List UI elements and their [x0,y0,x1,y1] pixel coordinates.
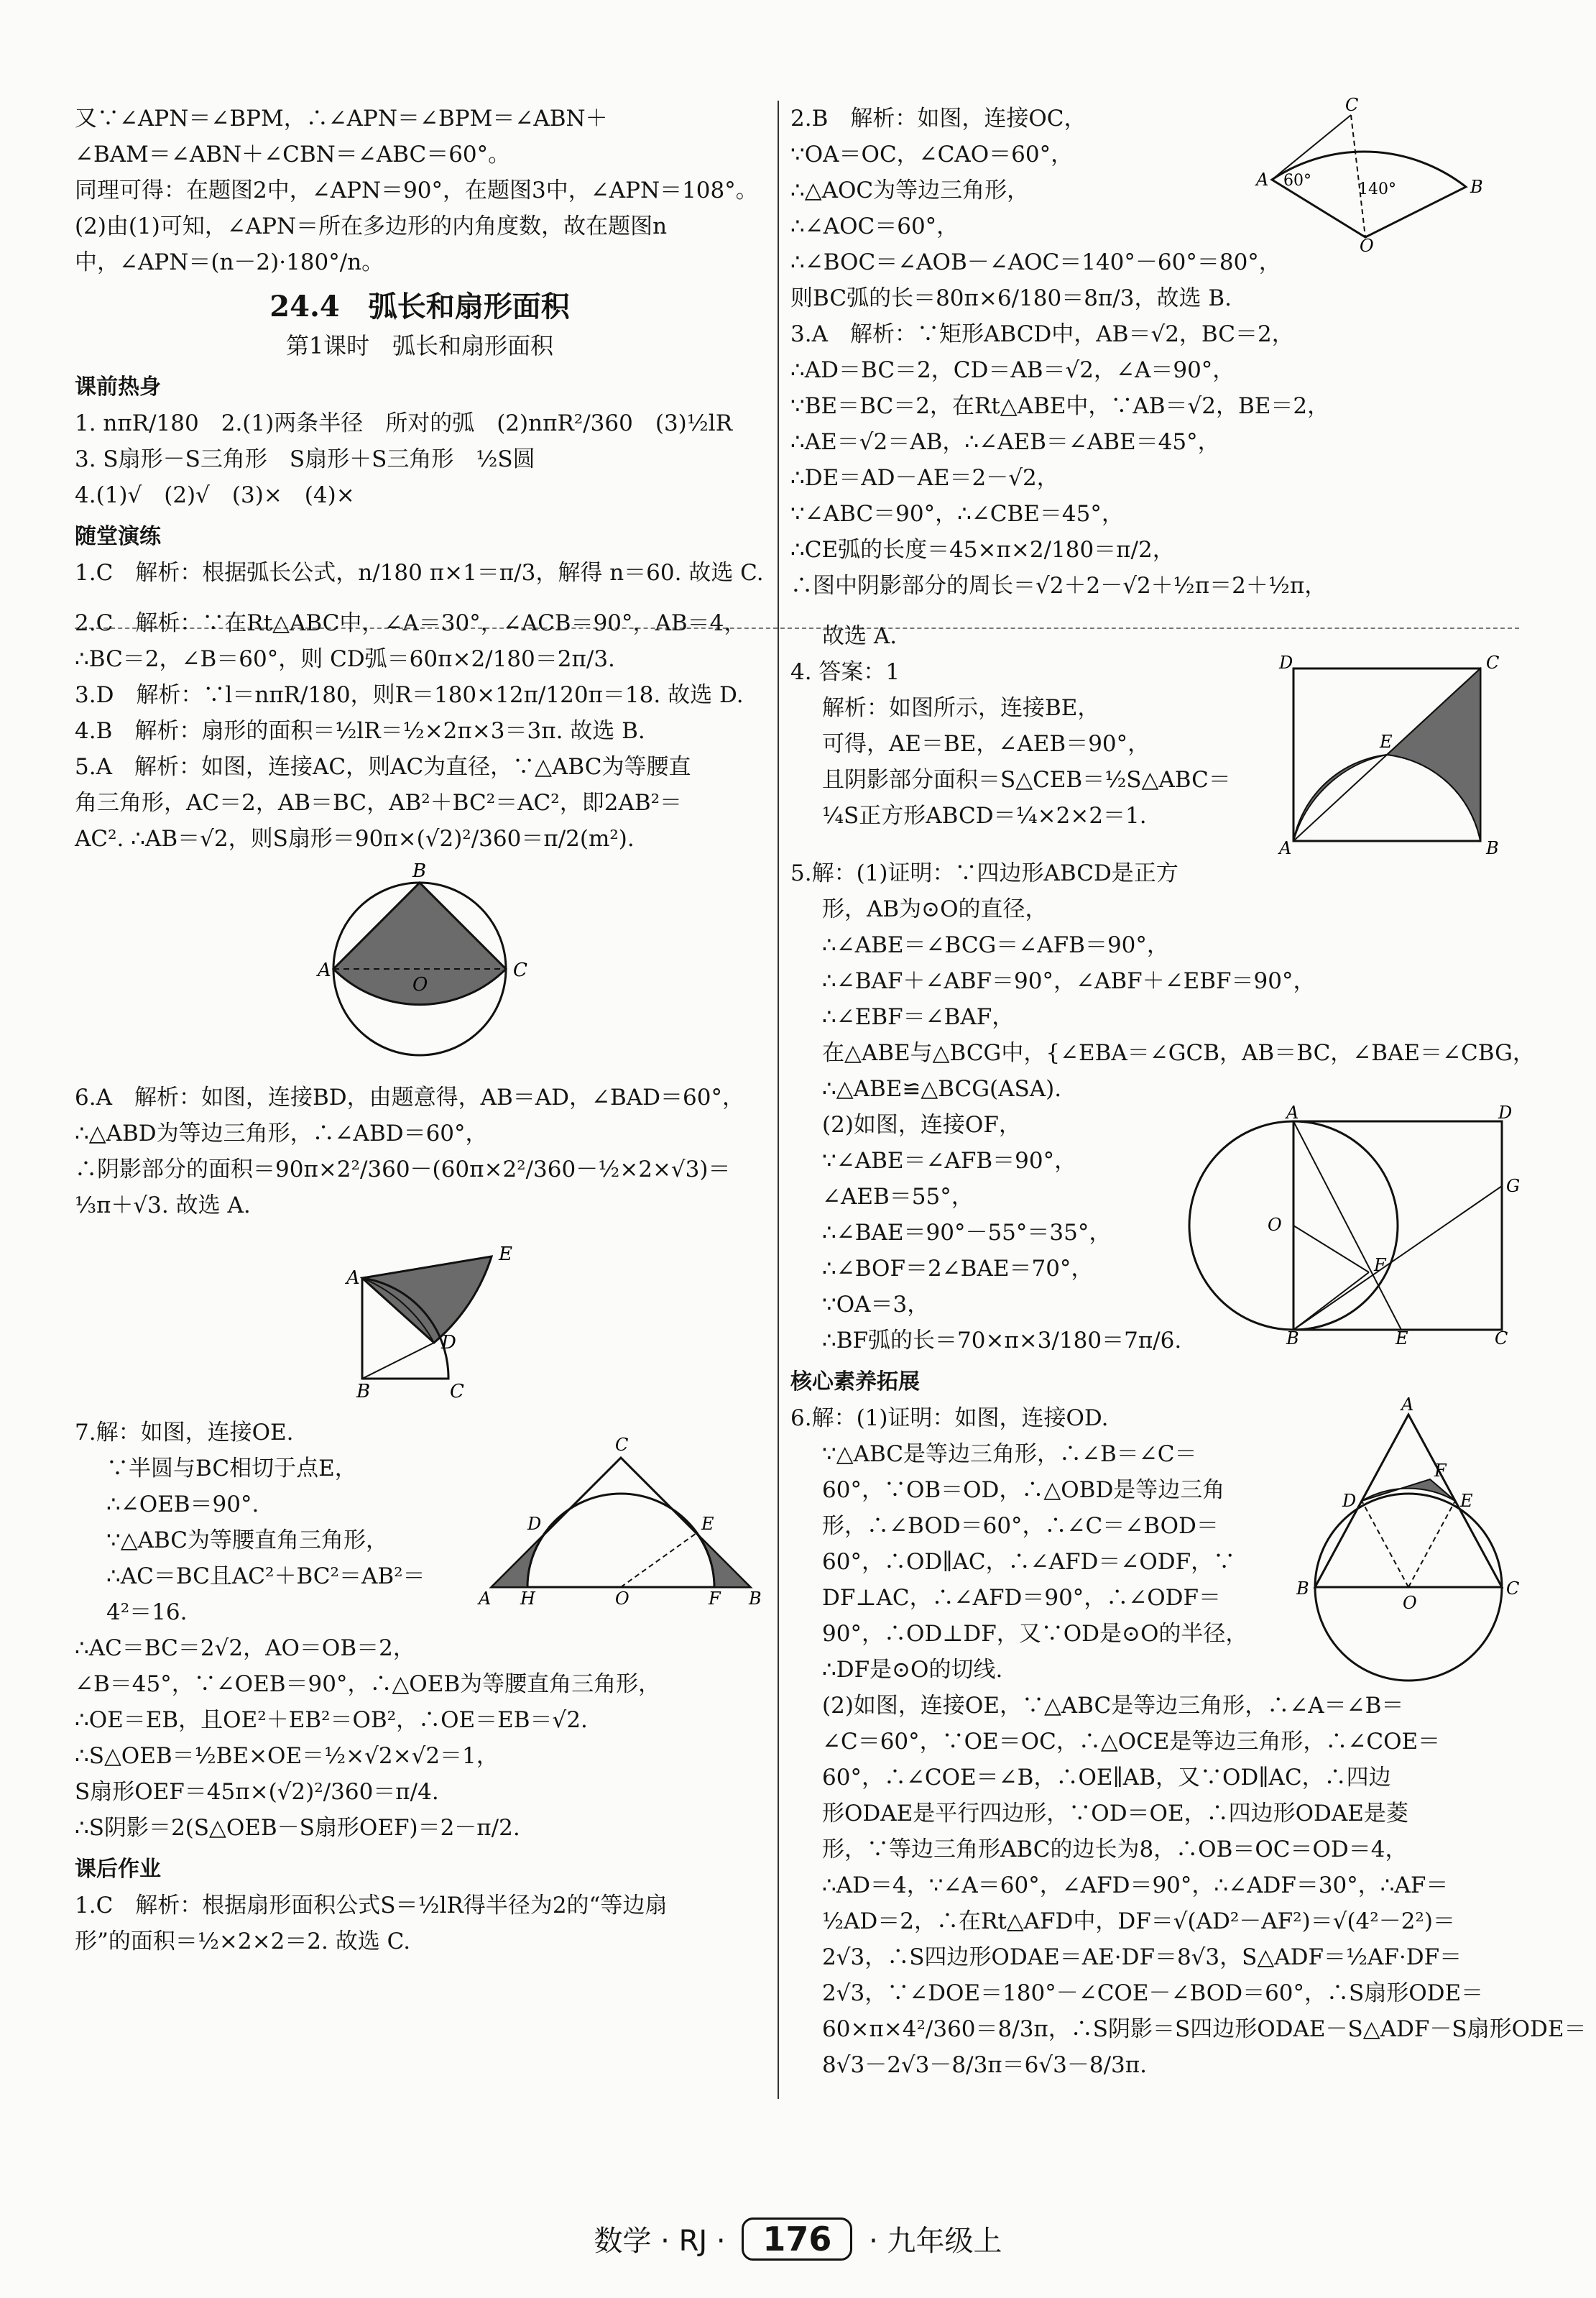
left-column [75,101,765,1959]
prev-solution-end [75,101,765,280]
text-line: ∠C＝60°，∵OE＝OC，∴△OCE是等边三角形，∴∠COE＝ [822,1729,1441,1755]
text-line: 60°，∴OD∥AC，∴∠AFD＝∠ODF，∵ [822,1549,1236,1575]
text-line: 60°，∴∠COE＝∠B，∴OE∥AB，又∵OD∥AC，∴四边 [822,1765,1391,1791]
text-line: ∴∠ABE＝∠BCG＝∠AFB＝90°， [822,932,1169,958]
text-line: 1.C 解析：根据扇形面积公式S＝½lR得半径为2的“等边扇 [75,1893,668,1918]
text-line: ∴△ABD为等边三角形，∴∠ABD＝60°， [75,1121,488,1146]
text-line: ∠BAM＝∠ABN＋∠CBN＝∠ABC＝60°。 [75,142,511,167]
text-line: ∴∠BAE＝90°－55°＝35°， [822,1220,1112,1246]
text-line: 形，AB为⊙O的直径， [822,896,1048,922]
text-line: ∴S阴影＝2(S△OEB－S扇形OEF)＝2－π/2. [75,1815,520,1841]
svg-text:F: F [709,1589,721,1609]
figure-q5-semicircle-sector [75,861,765,1070]
q2-block [790,95,1516,316]
text-line: 故选 A. [822,623,898,649]
text-line: 则BC弧的长＝80π×6/180＝8π/3，故选 B. [790,285,1232,311]
svg-text:C: C [1486,653,1500,673]
svg-text:E: E [1396,1328,1408,1348]
page-footer [0,2217,1596,2261]
text-line: ∴阴影部分的面积＝90π×2²/360－(60π×2²/360－½×2×√3)＝ [75,1157,731,1182]
figure-q2-fan-sector [1250,95,1516,256]
text-line: AC². ∴AB＝√2，则S扇形＝90π×(√2)²/360＝π/2(m²). [75,826,635,852]
text-line: ¼S正方形ABCD＝¼×2×2＝1. [822,803,1147,829]
column-divider [778,101,779,2099]
svg-text:A: A [1286,1103,1299,1123]
text-line: ∵OA＝3， [822,1292,930,1318]
text-line: 4.B 解析：扇形的面积＝½lR＝½×2π×3＝3π. 故选 B. [75,718,645,744]
text-line: 6.解：(1)证明：如图，连接OD. [790,1405,1109,1431]
text-line: ∵OA＝OC，∠CAO＝60°， [790,142,1074,167]
svg-text:F: F [1434,1461,1447,1481]
text-line: 60×π×4²/360＝8/3π，∴S阴影＝S四边形ODAE－S△ADF－S扇形ODE＝ [822,2016,1587,2042]
heading-core-literacy: 核心素养拓展 [790,1369,920,1394]
text-line: ∴AC＝BC＝2√2，AO＝OB＝2， [75,1635,415,1661]
text-line: ∴S△OEB＝½BE×OE＝½×√2×√2＝1， [75,1743,499,1769]
page-number: 176 [742,2217,852,2261]
text-line: ∠B＝45°，∵∠OEB＝90°，∴△OEB为等腰直角三角形， [75,1671,661,1697]
text-line: ∴∠BOF＝2∠BAE＝70°， [822,1256,1094,1282]
text-line: ∴BC＝2，∠B＝60°，则 CD弧＝60π×2/180＝2π/3. [75,646,615,672]
text-line: 3. S扇形－S三角形 S扇形＋S三角形 ½S圆 [75,446,535,472]
svg-text:O: O [1403,1593,1417,1613]
text-line: ∴图中阴影部分的周长＝√2＋2－√2＋½π＝2＋½π， [790,573,1327,599]
svg-text:E: E [499,1244,512,1265]
svg-text:D: D [1342,1491,1357,1511]
text-line: 7.解：如图，连接OE. [75,1420,294,1446]
text-line: ∴CE弧的长度＝45×π×2/180＝π/2， [790,537,1175,563]
text-line: 角三角形，AC＝2，AB＝BC，AB²＋BC²＝AC²，即2AB²＝ [75,790,683,816]
svg-text:A: A [1401,1394,1414,1415]
svg-text:D: D [527,1514,542,1534]
text-line: 形”的面积＝½×2×2＝2. 故选 C. [75,1929,411,1954]
text-line: 且阴影部分面积＝S△CEB＝½S△ABC＝ [822,767,1231,793]
text-line: ∴AC＝BC且AC²＋BC²＝AB²＝ [106,1563,425,1589]
text-line: ⅓π＋√3. 故选 A. [75,1192,251,1218]
svg-text:A: A [1256,170,1269,190]
text-line: ∴∠EBF＝∠BAF， [822,1004,1015,1030]
heading-homework: 课后作业 [75,1857,161,1882]
svg-text:B: B [1296,1578,1309,1599]
text-line: ∴DE＝AD－AE＝2－√2， [790,465,1059,491]
text-line: S扇形OEF＝45π×(√2)²/360＝π/4. [75,1779,439,1805]
svg-text:D: D [441,1332,456,1353]
figure-q6-sectors [75,1228,765,1400]
svg-text:B: B [412,860,427,882]
svg-text:A: A [346,1267,360,1289]
text-line: 形ODAE是平行四边形，∵OD＝OE，∴四边形ODAE是菱 [822,1801,1408,1826]
svg-text:C: C [450,1381,464,1402]
text-line: ½AD＝2，∴在Rt△AFD中，DF＝√(AD²－AF²)＝√(4²－2²)＝ [822,1908,1455,1934]
text-line: DF⊥AC，∴∠AFD＝90°，∴∠ODF＝ [822,1585,1222,1611]
svg-text:F: F [1374,1255,1386,1275]
svg-text:C: C [1495,1328,1508,1348]
text-line: 4²＝16. [106,1599,188,1625]
text-line: ∴BF弧的长＝70×π×3/180＝7π/6. [822,1328,1182,1353]
heading-in-class: 随堂演练 [75,524,161,549]
text-line: 2√3，∴S四边形ODAE＝AE·DF＝8√3，S△ADF＝½AF·DF＝ [822,1944,1462,1970]
text-line: 5.A 解析：如图，连接AC，则AC为直径，∵△ABC为等腰直 [75,754,691,780]
text-line: ∠AEB＝55°， [822,1184,974,1210]
text-line: ∵∠ABE＝∠AFB＝90°， [822,1148,1077,1174]
text-line: 形，∴∠BOD＝60°，∴∠C＝∠BOD＝ [822,1513,1219,1539]
text-line: 90°，∴OD⊥DF，又∵OD是⊙O的半径， [822,1621,1248,1647]
svg-text:E: E [1460,1491,1473,1511]
text-line: (2)如图，连接OE，∵△ABC是等边三角形，∴∠A＝∠B＝ [822,1693,1404,1719]
right-column [790,95,1587,2083]
svg-text:H: H [520,1589,535,1609]
svg-text:B: B [1470,177,1483,197]
q6a-block [790,1394,1520,1688]
figure-q5-circle-square [1207,1103,1521,1348]
svg-text:A: A [479,1589,492,1609]
figure-q6-equilateral-circle [1293,1394,1520,1681]
text-line: (2)由(1)可知，∠APN＝所在多边形的内角度数，故在题图n [75,213,668,239]
text-line: 6.A 解析：如图，连接BD，由题意得，AB＝AD，∠BAD＝60°， [75,1085,744,1111]
text-line: 3.A 解析：∵矩形ABCD中，AB＝√2，BC＝2， [790,321,1294,347]
text-line: 4. 答案：1 [790,659,900,685]
q7-block [75,1415,765,1630]
svg-text:D: D [1498,1103,1513,1123]
svg-text:C: C [1345,95,1359,115]
text-line: 8√3－2√3－8/3π＝6√3－8/3π. [822,2052,1147,2078]
svg-text:C: C [513,960,527,981]
text-line: 2.C 解析：∵在Rt△ABC中，∠A＝30°，∠ACB＝90°，AB＝4， [75,610,747,636]
text-line: ∴∠OEB＝90°. [106,1492,259,1517]
figure-q7-semicircle-triangle [477,1415,765,1609]
text-line: ∴△ABE≌△BCG(ASA). [822,1076,1062,1102]
svg-text:E: E [701,1514,714,1534]
text-line: ∴AD＝4，∵∠A＝60°，∠AFD＝90°，∴∠ADF＝30°，∴AF＝ [822,1872,1449,1898]
text-line: ∴AE＝√2＝AB，∴∠AEB＝∠ABE＝45°， [790,429,1220,455]
svg-text:O: O [615,1589,629,1609]
text-line: ∴∠BAF＋∠ABF＝90°，∠ABF＋∠EBF＝90°， [822,968,1316,994]
text-line: ∴△AOC为等边三角形， [790,178,1030,203]
svg-text:O: O [412,974,428,996]
text-line: ∵半圆与BC相切于点E， [106,1456,357,1481]
text-line: 2.B 解析：如图，连接OC， [790,106,1087,132]
text-line: ∴DF是⊙O的切线. [822,1657,1003,1683]
text-line: 60°，∵OB＝OD，∴△OBD是等边三角 [822,1477,1225,1503]
text-line: 1.C 解析：根据弧长公式，n/180 π×1＝π/3，解得 n＝60. 故选 C. [75,560,764,586]
q5b-block [790,1103,1521,1359]
svg-text:60°: 60° [1283,172,1311,190]
svg-text:B: B [1486,838,1499,858]
text-line: ∴∠AOC＝60°， [790,213,959,239]
svg-text:B: B [749,1589,762,1609]
svg-text:O: O [1268,1215,1282,1235]
text-line: 2√3，∵∠DOE＝180°－∠COE－∠BOD＝60°，∴S扇形ODE＝ [822,1980,1484,2006]
heading-pre-class: 课前热身 [75,374,161,400]
section-title: 24.4 弧长和扇形面积 [269,290,570,323]
text-line: 5.解：(1)证明：∵四边形ABCD是正方 [790,860,1178,886]
q4-block [790,653,1516,858]
text-line: 中，∠APN＝(n－2)·180°/n。 [75,249,384,275]
text-line: ∴AD＝BC＝2，CD＝AB＝√2，∠A＝90°， [790,357,1235,383]
svg-text:E: E [1380,732,1393,752]
svg-text:O: O [1360,236,1374,256]
svg-text:D: D [1279,653,1293,673]
footer-subject: 数学 · RJ · [594,2225,726,2258]
text-line: 1. nπR/180 2.(1)两条半径 所对的弧 (2)nπR²/360 (3)½lR [75,410,733,436]
lesson-title: 第1课时 弧长和扇形面积 [285,332,554,359]
svg-text:C: C [1506,1578,1520,1599]
text-line: 同理可得：在题图2中，∠APN＝90°，在题图3中，∠APN＝108°。 [75,178,758,203]
text-line: 在△ABE与△BCG中，{∠EBA＝∠GCB，AB＝BC，∠BAE＝∠CBG， [822,1040,1535,1066]
svg-text:C: C [615,1435,629,1455]
text-line: ∴OE＝EB，且OE²＋EB²＝OB²，∴OE＝EB＝√2. [75,1707,588,1733]
text-line: 解析：如图所示，连接BE， [822,695,1100,721]
svg-text:A: A [1279,838,1292,858]
text-line: 可得，AE＝BE，∠AEB＝90°， [822,731,1150,757]
text-line: (2)如图，连接OF， [822,1112,1021,1138]
svg-text:B: B [356,1381,371,1402]
text-line: ∵∠ABC＝90°，∴∠CBE＝45°， [790,501,1124,527]
text-line: 3.D 解析：∵l＝nπR/180，则R＝180×12π/120π＝18. 故选 D. [75,682,744,708]
text-line: 又∵∠APN＝∠BPM，∴∠APN＝∠BPM＝∠ABN＋ [75,106,608,132]
svg-text:B: B [1286,1328,1299,1348]
figure-q4-square [1272,653,1516,858]
svg-text:A: A [318,960,331,981]
text-line: 形，∵等边三角形ABC的边长为8，∴OB＝OC＝OD＝4， [822,1837,1408,1862]
text-line: 4.(1)√ (2)√ (3)× (4)× [75,482,355,508]
text-line: ∵BE＝BC＝2，在Rt△ABE中，∵AB＝√2，BE＝2， [790,393,1330,419]
svg-text:G: G [1506,1176,1521,1196]
text-line: ∵△ABC是等边三角形，∴∠B＝∠C＝ [822,1441,1197,1467]
svg-text:140°: 140° [1358,180,1396,198]
text-line: ∵△ABC为等腰直角三角形， [106,1527,389,1553]
text-line: ∴∠BOC＝∠AOB－∠AOC＝140°－60°＝80°， [790,249,1281,275]
footer-grade: · 九年级上 [869,2225,1002,2258]
